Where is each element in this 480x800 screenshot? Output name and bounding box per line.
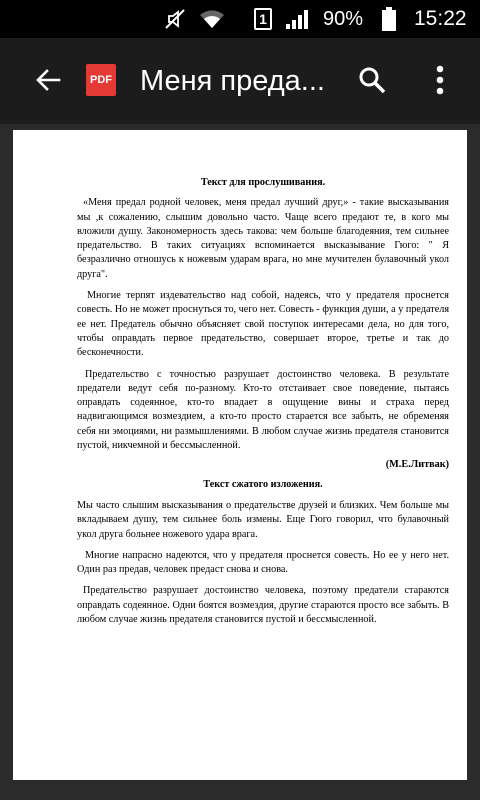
- paragraph-5: Многие напрасно надеются, что у предателя проснется совесть. Но ее у него нет. Один раз предав, человек предаст снова и снова.: [77, 549, 449, 576]
- paragraph-1: «Меня предал родной человек, меня предал лучший друг,» - такие высказывания мы ,к сожалению, слышим довольно часто. Чаще всего предают те, в кого мы вложили душу. Закономерность здесь такова: чем больше благодеяния, тем сильнее предательство. В таких ситуациях вспоминается высказывание Гюго: " Я безразлично отношусь к ножевым ударам врага, но мне мучителен булавочный укол друга".: [77, 197, 449, 280]
- paragraph-6: Предательство разрушает достоинство человека, поэтому предатели стараются оправдать содеянное. Одни боятся возмездия, другие стараются просто все забыть. В любом случае жизнь предателя становится пустой и бессмысленной.: [77, 585, 449, 626]
- mute-icon: [163, 0, 191, 38]
- paragraph-4: Мы часто слышим высказывания о предательстве друзей и близких. Чем больше мы вкладываем душу, тем сильнее боль измены. Еще Гюго говорил, что булавочный укол друга больнее ножевого удара врага.: [77, 499, 449, 540]
- heading-listening: Текст для прослушивания.: [200, 177, 326, 188]
- battery-icon: [382, 0, 402, 38]
- pdf-icon: [86, 64, 116, 96]
- pdf-page[interactable]: [13, 130, 467, 780]
- more-vert-icon: [436, 65, 444, 95]
- app-toolbar: [0, 38, 480, 124]
- arrow-back-icon: [35, 67, 61, 93]
- sim-icon: [254, 0, 278, 38]
- document-title: Меня преда...: [140, 65, 325, 97]
- wifi-icon: [198, 0, 228, 38]
- clock: 15:22: [414, 7, 467, 30]
- back-button[interactable]: [24, 56, 72, 104]
- author-signature: (М.Е.Литвак): [385, 459, 449, 471]
- pdf-badge-label: PDF: [90, 74, 112, 86]
- search-icon: [358, 66, 386, 94]
- overflow-menu-button[interactable]: [420, 56, 460, 104]
- paragraph-2: Многие терпят издевательство над собой, надеясь, что у предателя проснется совесть. Но не может проснуться то, чего нет. Совесть - функция души, а у предателя ее нет. Предатель обычно объясняет свой поступок интересами дела, но для того, чтобы оправдать первое предательство, совершает второе, третье и так до бесконечности.: [77, 290, 449, 359]
- status-bar: [0, 0, 480, 38]
- search-button[interactable]: [348, 56, 396, 104]
- heading-summary: Текст сжатого изложения.: [203, 478, 323, 490]
- signal-icon: [285, 0, 315, 38]
- pdf-viewer[interactable]: [0, 124, 480, 800]
- paragraph-3: Предательство с точностью разрушает достоинство человека. В результате предатели ведут себя по-разному. Кто-то отстаивает свое поведение, пытаясь оправдать содеянное, кто-то впадает в ощущение вины и страха перед надвигающимся возмездием, а кто-то просто старается все забыть, не обременяя себя ни эмоциями, ни размышлениями. В любом случае жизнь предателя становится пустой, никчемной и бессмысленной.: [77, 368, 449, 452]
- sim-label: 1: [254, 8, 272, 30]
- battery-percent: 90%: [323, 7, 364, 30]
- page-content: [77, 176, 449, 627]
